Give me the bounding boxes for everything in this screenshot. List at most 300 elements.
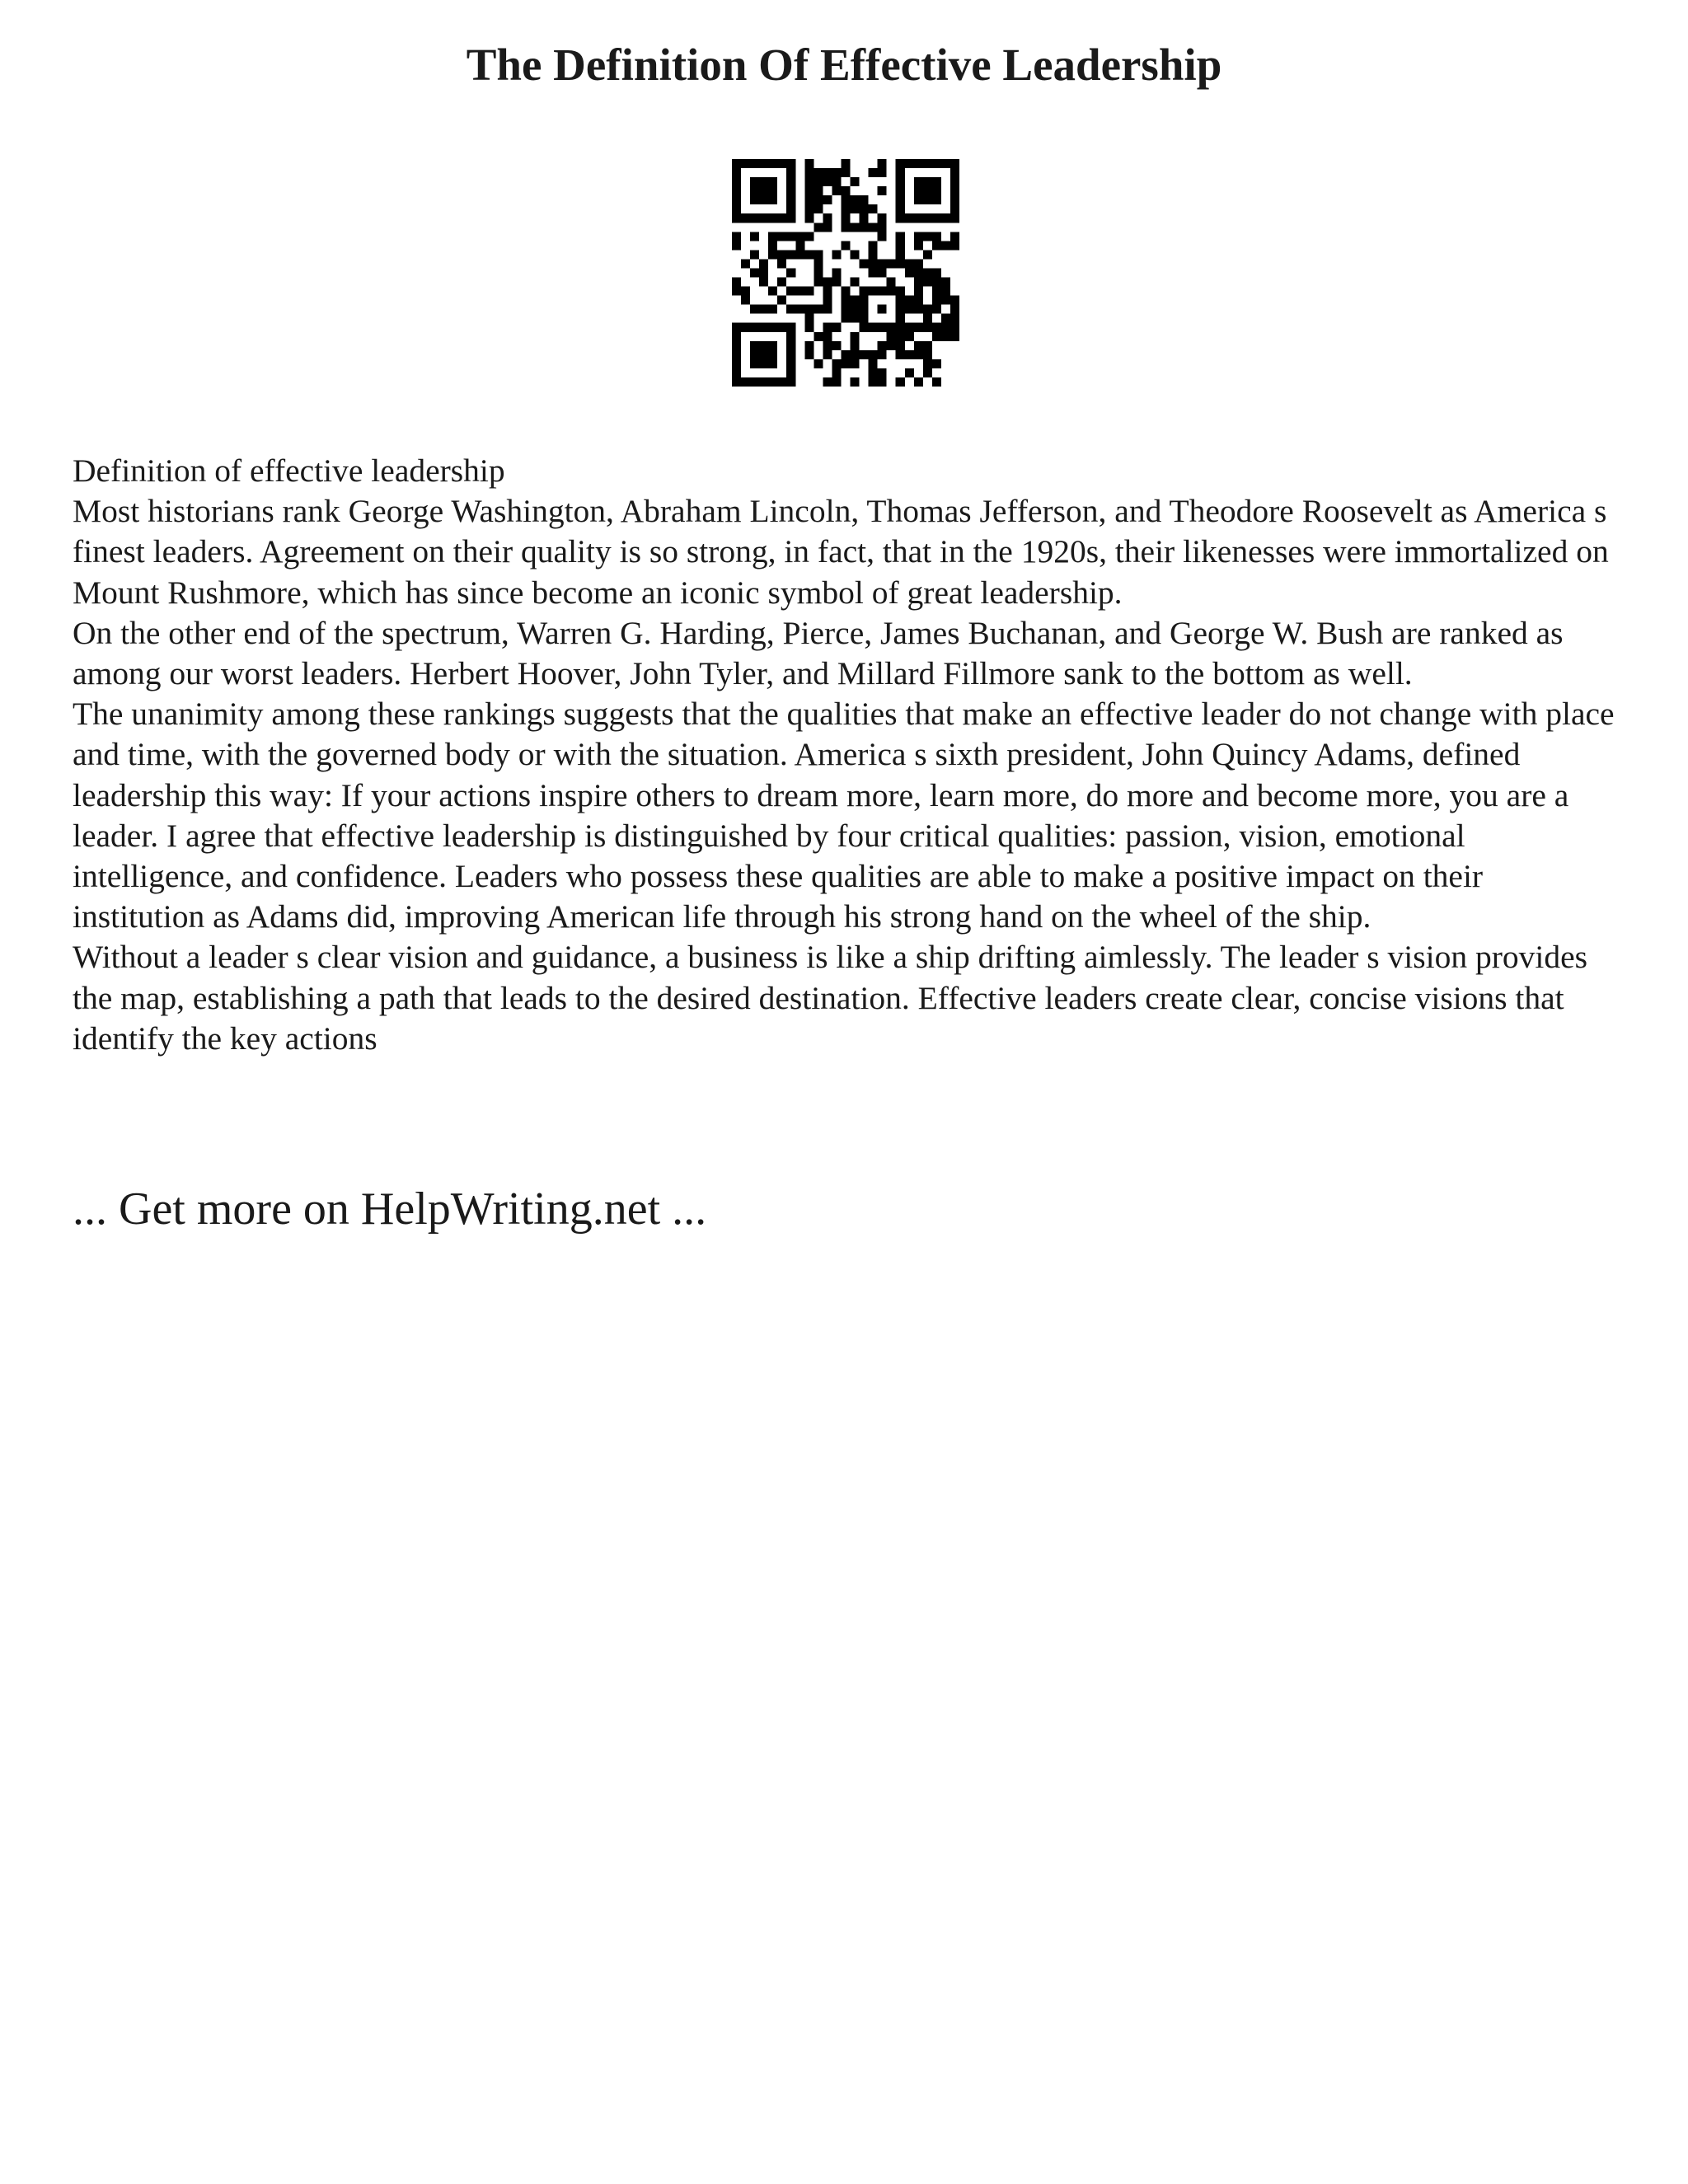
- qr-module: [750, 213, 759, 223]
- qr-module: [932, 159, 941, 168]
- qr-module: [914, 278, 923, 287]
- qr-module: [814, 305, 823, 314]
- qr-module: [932, 177, 941, 186]
- qr-module: [896, 159, 905, 168]
- qr-module: [932, 305, 941, 314]
- paragraph: Most historians rank George Washington, Abraham Lincoln, Thomas Jefferson, and Theodore Roosevelt as America s finest leaders. Agreement on their quality is so strong, in fact, that in the 1920s, their likenesses were immortalized on Mount Rushmore, which has since become an iconic symbol of great leadership.: [73, 493, 1609, 611]
- qr-module: [878, 268, 887, 277]
- qr-module: [896, 377, 905, 387]
- qr-module: [795, 241, 804, 250]
- qr-module: [786, 195, 795, 204]
- qr-module: [814, 268, 823, 277]
- paragraph: On the other end of the spectrum, Warren G. Harding, Pierce, James Buchanan, and George W. Bush are ranked as among our worst leaders. Herbert Hoover, John Tyler, and Millard Fillmore sank to the bottom as well.: [73, 614, 1564, 692]
- qr-module: [905, 332, 914, 341]
- qr-module: [905, 259, 914, 268]
- qr-module: [759, 268, 768, 277]
- qr-module: [941, 296, 950, 305]
- paragraph: Without a leader s clear vision and guidance, a business is like a ship drifting aimlessly. The leader s vision provides the map, establishing a path that leads to the desired destination. Effective leaders create clear, concise visions that identify the key actions: [73, 939, 1588, 1057]
- qr-module: [795, 250, 804, 259]
- qr-module: [777, 296, 786, 305]
- qr-module: [750, 159, 759, 168]
- qr-module: [860, 350, 869, 359]
- qr-module: [823, 195, 832, 204]
- qr-module: [786, 186, 795, 195]
- qr-module: [750, 250, 759, 259]
- qr-module: [823, 377, 832, 387]
- qr-module: [941, 159, 950, 168]
- qr-module: [841, 241, 850, 250]
- qr-module: [923, 350, 932, 359]
- qr-module: [804, 204, 814, 213]
- qr-module: [950, 314, 959, 323]
- qr-module: [914, 241, 923, 250]
- qr-module: [832, 186, 841, 195]
- qr-module: [950, 241, 959, 250]
- qr-module: [860, 305, 869, 314]
- qr-module: [786, 368, 795, 377]
- qr-module: [878, 186, 887, 195]
- qr-module: [932, 232, 941, 241]
- qr-module: [851, 223, 860, 232]
- qr-module: [905, 296, 914, 305]
- qr-module: [851, 278, 860, 287]
- qr-module: [878, 305, 887, 314]
- qr-module: [869, 250, 878, 259]
- qr-module: [832, 323, 841, 332]
- qr-module: [860, 223, 869, 232]
- qr-module: [950, 213, 959, 223]
- qr-module: [759, 159, 768, 168]
- qr-module: [777, 259, 786, 268]
- qr-module: [750, 377, 759, 387]
- qr-module: [768, 177, 777, 186]
- qr-module: [869, 287, 878, 296]
- qr-module: [750, 350, 759, 359]
- qr-module: [768, 341, 777, 350]
- qr-module: [814, 204, 823, 213]
- qr-module: [869, 168, 878, 177]
- qr-module: [823, 296, 832, 305]
- qr-module: [923, 305, 932, 314]
- qr-module: [896, 232, 905, 241]
- qr-module: [786, 268, 795, 277]
- qr-module: [914, 305, 923, 314]
- qr-module: [777, 278, 786, 287]
- qr-module: [732, 350, 741, 359]
- qr-module: [878, 159, 887, 168]
- qr-module: [768, 159, 777, 168]
- qr-module: [896, 314, 905, 323]
- qr-module: [786, 377, 795, 387]
- qr-module: [750, 268, 759, 277]
- qr-module: [914, 232, 923, 241]
- qr-module: [914, 177, 923, 186]
- qr-module: [823, 213, 832, 223]
- qr-module: [804, 177, 814, 186]
- qr-module: [905, 368, 914, 377]
- qr-module: [732, 195, 741, 204]
- qr-module: [851, 250, 860, 259]
- qr-module: [768, 350, 777, 359]
- qr-module: [786, 159, 795, 168]
- qr-module: [851, 195, 860, 204]
- qr-module: [777, 250, 786, 259]
- qr-module: [950, 332, 959, 341]
- qr-module: [786, 332, 795, 341]
- qr-module: [814, 223, 823, 232]
- qr-module: [914, 323, 923, 332]
- qr-module: [896, 213, 905, 223]
- qr-module: [804, 341, 814, 350]
- qr-module: [759, 305, 768, 314]
- qr-module: [869, 377, 878, 387]
- qr-module: [841, 168, 850, 177]
- qr-module: [851, 296, 860, 305]
- qr-module: [768, 250, 777, 259]
- qr-module: [804, 186, 814, 195]
- qr-module: [804, 195, 814, 204]
- qr-module: [950, 186, 959, 195]
- qr-module: [950, 296, 959, 305]
- qr-module: [814, 359, 823, 368]
- qr-module: [896, 168, 905, 177]
- qr-module: [795, 305, 804, 314]
- qr-module: [887, 287, 896, 296]
- qr-module: [759, 195, 768, 204]
- qr-module: [923, 368, 932, 377]
- qr-module: [887, 323, 896, 332]
- qr-module: [804, 350, 814, 359]
- qr-module: [768, 195, 777, 204]
- qr-module: [878, 350, 887, 359]
- qr-module: [741, 323, 750, 332]
- qr-module: [932, 241, 941, 250]
- document-body: [73, 451, 1622, 1059]
- qr-module: [768, 323, 777, 332]
- qr-module: [786, 305, 795, 314]
- qr-module: [923, 314, 932, 323]
- qr-module: [896, 350, 905, 359]
- qr-module: [832, 377, 841, 387]
- qr-module: [932, 296, 941, 305]
- qr-module: [851, 314, 860, 323]
- qr-module: [786, 204, 795, 213]
- qr-module: [860, 287, 869, 296]
- qr-module: [804, 168, 814, 177]
- qr-module: [896, 186, 905, 195]
- qr-module: [905, 350, 914, 359]
- qr-module: [804, 159, 814, 168]
- qr-module: [841, 296, 850, 305]
- qr-module: [823, 168, 832, 177]
- qr-module: [732, 368, 741, 377]
- qr-module: [950, 168, 959, 177]
- qr-module: [759, 186, 768, 195]
- qr-module: [777, 377, 786, 387]
- qr-module: [804, 232, 814, 241]
- qr-module: [841, 195, 850, 204]
- qr-module: [732, 332, 741, 341]
- qr-module: [905, 213, 914, 223]
- qr-module: [768, 359, 777, 368]
- qr-module: [750, 323, 759, 332]
- qr-module: [914, 186, 923, 195]
- qr-module: [896, 195, 905, 204]
- qr-module: [869, 368, 878, 377]
- qr-module: [878, 341, 887, 350]
- qr-module: [814, 186, 823, 195]
- qr-module: [841, 204, 850, 213]
- qr-module: [823, 287, 832, 296]
- qr-module: [823, 305, 832, 314]
- qr-module: [932, 359, 941, 368]
- qr-module: [878, 377, 887, 387]
- qr-module: [786, 287, 795, 296]
- qr-module: [804, 213, 814, 223]
- qr-module: [923, 195, 932, 204]
- qr-module: [832, 168, 841, 177]
- qr-module: [860, 213, 869, 223]
- qr-module: [923, 186, 932, 195]
- qr-module: [851, 305, 860, 314]
- qr-module: [860, 204, 869, 213]
- qr-module: [869, 259, 878, 268]
- qr-module: [750, 341, 759, 350]
- qr-module: [777, 323, 786, 332]
- qr-module: [741, 287, 750, 296]
- qr-module: [869, 323, 878, 332]
- qr-module: [851, 350, 860, 359]
- qr-module: [841, 287, 850, 296]
- qr-module: [878, 213, 887, 223]
- document-title: The Definition Of Effective Leadership: [466, 40, 1222, 90]
- qr-module: [878, 287, 887, 296]
- qr-module: [814, 168, 823, 177]
- qr-module: [914, 195, 923, 204]
- qr-module: [932, 278, 941, 287]
- qr-module: [832, 368, 841, 377]
- qr-module: [860, 323, 869, 332]
- qr-module: [823, 323, 832, 332]
- qr-module: [786, 323, 795, 332]
- qr-module: [896, 341, 905, 350]
- qr-module: [932, 186, 941, 195]
- qr-module: [777, 159, 786, 168]
- qr-module: [950, 177, 959, 186]
- qr-module: [759, 323, 768, 332]
- qr-module: [741, 259, 750, 268]
- qr-module: [941, 314, 950, 323]
- qr-module: [896, 250, 905, 259]
- qr-module: [841, 159, 850, 168]
- qr-module: [878, 168, 887, 177]
- qr-module: [851, 377, 860, 387]
- qr-module: [768, 287, 777, 296]
- qr-module: [814, 177, 823, 186]
- qr-module: [841, 186, 850, 195]
- qr-module: [851, 177, 860, 186]
- qr-module: [869, 204, 878, 213]
- qr-module: [823, 223, 832, 232]
- qr-module: [804, 250, 814, 259]
- qr-module: [932, 213, 941, 223]
- qr-module: [814, 278, 823, 287]
- qr-module: [896, 296, 905, 305]
- qr-module: [759, 177, 768, 186]
- qr-module: [814, 195, 823, 204]
- qr-module: [823, 350, 832, 359]
- qr-module: [786, 359, 795, 368]
- qr-module: [932, 268, 941, 277]
- qr-module: [804, 323, 814, 332]
- qr-module: [750, 195, 759, 204]
- qr-module: [841, 359, 850, 368]
- qr-module: [777, 213, 786, 223]
- qr-module: [941, 278, 950, 287]
- qr-module: [914, 268, 923, 277]
- qr-module: [759, 359, 768, 368]
- qr-module: [869, 223, 878, 232]
- qr-module: [732, 204, 741, 213]
- qr-module: [732, 287, 741, 296]
- qr-module: [950, 232, 959, 241]
- qr-module: [786, 341, 795, 350]
- qr-module: [777, 232, 786, 241]
- qr-module: [741, 296, 750, 305]
- qr-module: [878, 223, 887, 232]
- qr-module: [832, 268, 841, 277]
- qr-module: [795, 232, 804, 241]
- qr-module: [750, 232, 759, 241]
- qr-module: [905, 323, 914, 332]
- qr-module: [851, 204, 860, 213]
- qr-module: [814, 250, 823, 259]
- qr-module: [832, 359, 841, 368]
- qr-module: [841, 314, 850, 323]
- qr-module: [896, 241, 905, 250]
- qr-module: [923, 323, 932, 332]
- qr-module: [750, 177, 759, 186]
- qr-module: [786, 232, 795, 241]
- qr-module: [932, 323, 941, 332]
- qr-module: [759, 278, 768, 287]
- qr-module: [768, 186, 777, 195]
- qr-module: [914, 377, 923, 387]
- qr-module: [941, 241, 950, 250]
- qr-module: [941, 332, 950, 341]
- qr-module: [887, 278, 896, 287]
- qr-module: [750, 186, 759, 195]
- qr-module: [768, 241, 777, 250]
- qr-module: [823, 177, 832, 186]
- qr-module: [804, 287, 814, 296]
- paragraph-heading: Definition of effective leadership: [73, 452, 505, 489]
- qr-module: [923, 232, 932, 241]
- qr-module: [896, 259, 905, 268]
- qr-module: [914, 259, 923, 268]
- qr-module: [741, 377, 750, 387]
- qr-module: [804, 305, 814, 314]
- qr-code-icon: [732, 159, 959, 387]
- qr-module: [750, 305, 759, 314]
- qr-module: [914, 350, 923, 359]
- qr-module: [905, 268, 914, 277]
- qr-module: [923, 268, 932, 277]
- qr-module: [768, 377, 777, 387]
- qr-module: [786, 250, 795, 259]
- qr-module: [732, 168, 741, 177]
- paragraph: The unanimity among these rankings suggests that the qualities that make an effective leader do not change with place and time, with the governed body or with the situation. America s sixth president, John Quincy Adams, defined leadership this way: If your actions inspire others to dream more, learn more, do more and become more, you are a leader. I agree that effective leadership is distinguished by four critical qualities: passion, vision, emotional intelligence, and confidence. Leaders who possess these qualities are able to make a positive impact on their institution as Adams did, improving American life through his strong hand on the wheel of the ship.: [73, 696, 1615, 935]
- qr-module: [732, 177, 741, 186]
- qr-module: [896, 287, 905, 296]
- qr-module: [851, 359, 860, 368]
- qr-module: [841, 213, 850, 223]
- qr-module: [732, 213, 741, 223]
- qr-module: [869, 350, 878, 359]
- qr-module: [786, 177, 795, 186]
- qr-module: [887, 259, 896, 268]
- qr-module: [786, 350, 795, 359]
- qr-module: [768, 213, 777, 223]
- qr-module: [941, 323, 950, 332]
- qr-module: [732, 323, 741, 332]
- qr-module: [878, 323, 887, 332]
- qr-module: [814, 259, 823, 268]
- qr-module: [905, 159, 914, 168]
- qr-module: [732, 232, 741, 241]
- qr-module: [832, 278, 841, 287]
- qr-module: [759, 350, 768, 359]
- qr-module: [814, 332, 823, 341]
- qr-module: [741, 213, 750, 223]
- qr-module: [869, 268, 878, 277]
- qr-module: [732, 341, 741, 350]
- qr-module: [741, 159, 750, 168]
- qr-module: [750, 359, 759, 368]
- qr-module: [860, 195, 869, 204]
- qr-module: [923, 341, 932, 350]
- qr-module: [914, 213, 923, 223]
- qr-module: [732, 359, 741, 368]
- qr-module: [923, 278, 932, 287]
- qr-module: [759, 259, 768, 268]
- get-more-link[interactable]: ... Get more on HelpWriting.net ...: [73, 1183, 707, 1235]
- qr-module: [860, 296, 869, 305]
- qr-module: [768, 232, 777, 241]
- qr-module: [804, 314, 814, 323]
- qr-module: [732, 159, 741, 168]
- qr-module: [851, 332, 860, 341]
- qr-module: [759, 213, 768, 223]
- qr-module: [896, 204, 905, 213]
- qr-module: [878, 259, 887, 268]
- qr-module: [950, 159, 959, 168]
- qr-module: [941, 213, 950, 223]
- qr-module: [851, 341, 860, 350]
- qr-module: [869, 241, 878, 250]
- qr-module: [932, 287, 941, 296]
- qr-module: [823, 341, 832, 350]
- qr-module: [832, 177, 841, 186]
- qr-module: [841, 223, 850, 232]
- qr-module: [941, 287, 950, 296]
- qr-module: [932, 195, 941, 204]
- qr-module: [950, 195, 959, 204]
- qr-module: [896, 323, 905, 332]
- qr-module: [869, 359, 878, 368]
- qr-module: [878, 232, 887, 241]
- qr-module: [732, 241, 741, 250]
